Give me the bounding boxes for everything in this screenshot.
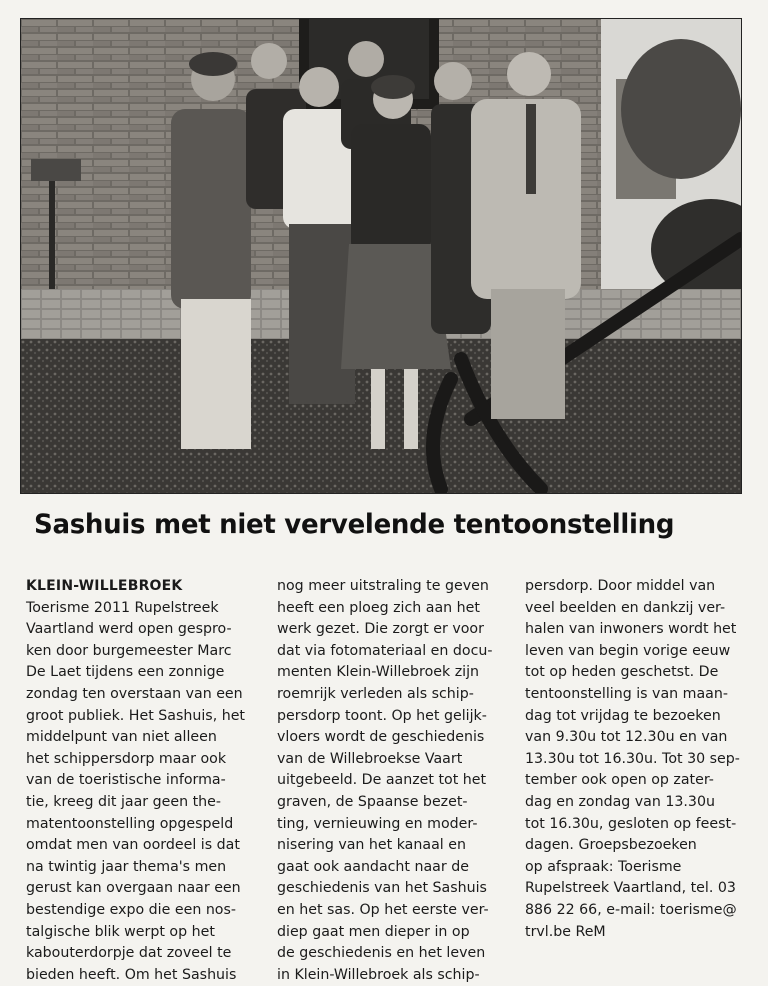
article-text-line: vloers wordt de geschiedenis bbox=[277, 729, 485, 746]
article-text-line: Vaartland werd open gespro- bbox=[26, 621, 232, 638]
article-text-line: De Laet tijdens een zonnige bbox=[26, 664, 225, 681]
article-text-line: werk gezet. Die zorgt er voor bbox=[277, 621, 484, 638]
article-text-line: gaat ook aandacht naar de bbox=[277, 858, 469, 875]
group-photo-illustration bbox=[21, 19, 742, 494]
article-text-line: heeft een ploeg zich aan het bbox=[277, 599, 480, 616]
article-text-line: na twintig jaar thema's men bbox=[26, 858, 227, 875]
article-text-line: bieden heeft. Om het Sashuis bbox=[26, 966, 237, 983]
article-text-line: leven van begin vorige eeuw bbox=[525, 642, 731, 659]
article-column-1 bbox=[26, 576, 256, 986]
article-text-line: Toerisme 2011 Rupelstreek bbox=[26, 599, 219, 616]
article-text-line: dat via fotomateriaal en docu- bbox=[277, 642, 493, 659]
article-text-line: dag en zondag van 13.30u bbox=[525, 793, 715, 810]
article-text-line: nisering van het kanaal en bbox=[277, 837, 466, 854]
article-text-line: graven, de Spaanse bezet- bbox=[277, 793, 468, 810]
article-text-line: de geschiedenis en het leven bbox=[277, 945, 486, 962]
dateline: KLEIN-WILLEBROEK bbox=[26, 578, 183, 594]
article-text-line: 13.30u tot 16.30u. Tot 30 sep- bbox=[525, 750, 740, 767]
article-text-line: trvl.be ReM bbox=[525, 923, 606, 940]
article-text-line: ting, vernieuwing en moder- bbox=[277, 815, 478, 832]
article-column-3 bbox=[525, 576, 747, 943]
article-text-line: dag tot vrijdag te bezoeken bbox=[525, 707, 721, 724]
article-text-line: talgische blik werpt op het bbox=[26, 923, 215, 940]
article-text-line: Rupelstreek Vaartland, tel. 03 bbox=[525, 880, 736, 897]
article-text-line: halen van inwoners wordt het bbox=[525, 621, 737, 638]
article-text-line: van de toeristische informa- bbox=[26, 772, 226, 789]
article-text-line: omdat men van oordeel is dat bbox=[26, 837, 240, 854]
article-text-line: 886 22 66, e-mail: toerisme@ bbox=[525, 901, 737, 918]
article-text-line: in Klein-Willebroek als schip- bbox=[277, 966, 480, 983]
article-text-line: tot op heden geschetst. De bbox=[525, 664, 719, 681]
article-text-line: menten Klein-Willebroek zijn bbox=[277, 664, 480, 681]
article-text-line: geschiedenis van het Sashuis bbox=[277, 880, 487, 897]
article-text-line: bestendige expo die een nos- bbox=[26, 901, 236, 918]
article-photo bbox=[20, 18, 742, 494]
article-text-line: persdorp toont. Op het gelijk- bbox=[277, 707, 487, 724]
headline: Sashuis met niet vervelende tentoonstelling bbox=[34, 509, 675, 540]
article-text-line: dagen. Groepsbezoeken bbox=[525, 837, 697, 854]
article-text-line: veel beelden en dankzij ver- bbox=[525, 599, 726, 616]
article-text-line: tie, kreeg dit jaar geen the- bbox=[26, 793, 222, 810]
article-text-line: persdorp. Door middel van bbox=[525, 578, 716, 594]
article-text-line: van de Willebroekse Vaart bbox=[277, 750, 463, 767]
article-text-line: uitgebeeld. De aanzet tot het bbox=[277, 772, 487, 789]
article-text-line: roemrijk verleden als schip- bbox=[277, 685, 474, 702]
article-text-line: zondag ten overstaan van een bbox=[26, 685, 243, 702]
article-text-line: op afspraak: Toerisme bbox=[525, 858, 682, 875]
article-text-line: van 9.30u tot 12.30u en van bbox=[525, 729, 728, 746]
article-text-line: groot publiek. Het Sashuis, het bbox=[26, 707, 245, 724]
article-text-line: kabouterdorpje dat zoveel te bbox=[26, 945, 232, 962]
article-text-line: tember ook open op zater- bbox=[525, 772, 714, 789]
article-text-line: nog meer uitstraling te geven bbox=[277, 578, 489, 594]
article-text-line: middelpunt van niet alleen bbox=[26, 729, 217, 746]
article-text-line: tot 16.30u, gesloten op feest- bbox=[525, 815, 737, 832]
article-text-line: het schippersdorp maar ook bbox=[26, 750, 227, 767]
article-text-line: matentoonstelling opgespeld bbox=[26, 815, 234, 832]
article-text-line: tentoonstelling is van maan- bbox=[525, 685, 728, 702]
article-text-line: en het sas. Op het eerste ver- bbox=[277, 901, 489, 918]
article-column-2 bbox=[277, 576, 503, 986]
article-text-line: gerust kan overgaan naar een bbox=[26, 880, 241, 897]
article-text-line: ken door burgemeester Marc bbox=[26, 642, 232, 659]
article-text-line: diep gaat men dieper in op bbox=[277, 923, 470, 940]
